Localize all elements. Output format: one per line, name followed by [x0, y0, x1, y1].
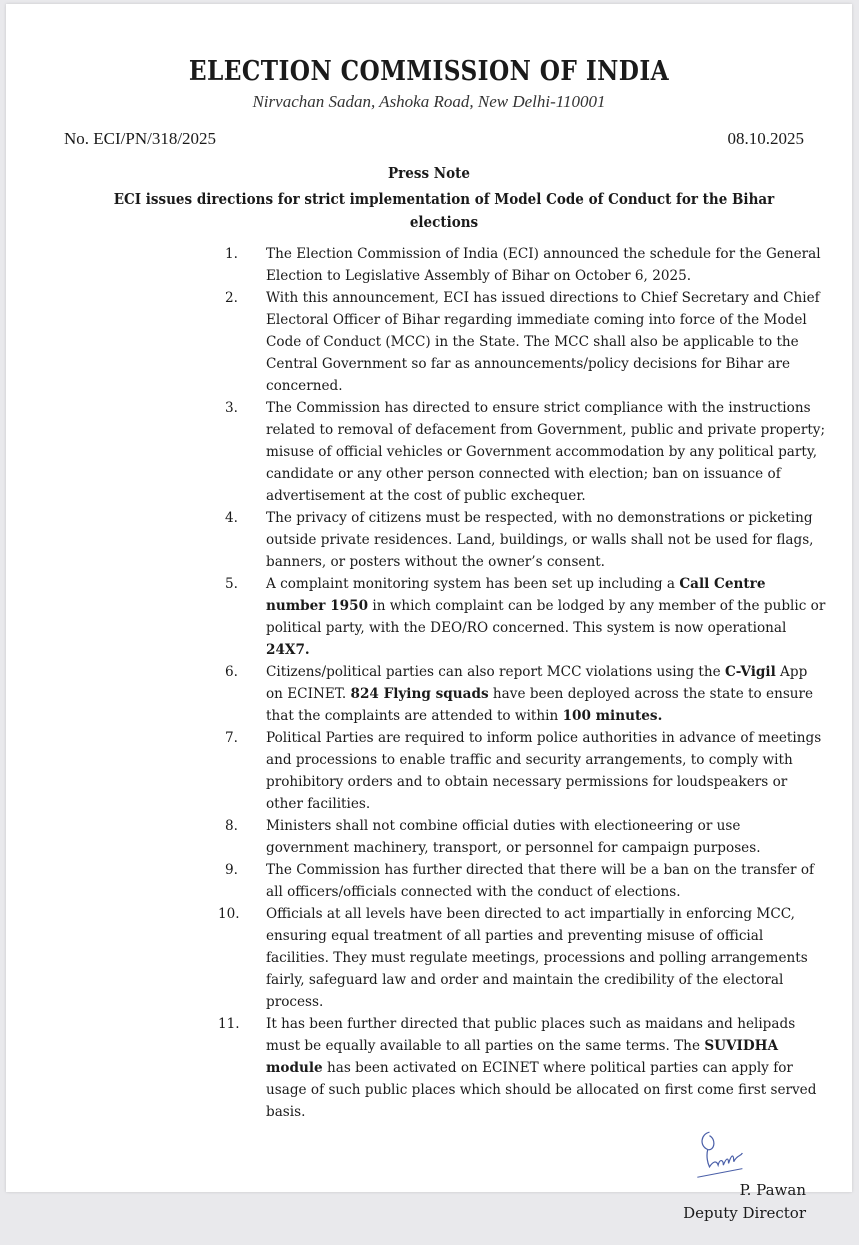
list-item — [225, 573, 826, 661]
signature-image — [692, 1127, 772, 1179]
list-item — [225, 661, 826, 727]
press-note-label: Press Note — [388, 164, 470, 182]
item-text — [242, 661, 826, 727]
emphasized-text: 824 Flying squads — [350, 686, 489, 702]
document-date: 08.10.2025 — [727, 129, 804, 148]
item-text — [242, 507, 826, 573]
text-segment: Ministers shall not combine official duties with electioneering or use government machinery, transport, or personnel for campaign purposes. — [266, 818, 761, 856]
item-number: 8. — [225, 818, 238, 834]
emphasized-text: C-Vigil — [724, 664, 776, 680]
emphasized-text: 100 minutes. — [562, 708, 663, 724]
text-segment: The privacy of citizens must be respected, with no demonstrations or picketing outside private residences. Land, buildings, or walls shall not be used for flags, banners, or posters without the owner’s consent. — [266, 510, 814, 570]
document-body — [6, 243, 852, 1245]
list-item — [225, 287, 826, 397]
item-number: 6. — [225, 664, 238, 680]
text-segment: A complaint monitoring system has been set up including a — [266, 576, 680, 592]
emphasized-text: Call Centre number 1950 — [266, 576, 766, 614]
text-segment: It has been further directed that public places such as maidans and helipads must be equally available to all parties on the same terms. The — [266, 1016, 796, 1054]
item-number: 10. — [218, 906, 240, 922]
text-segment: have been deployed across the state to ensure that the complaints are attended to within — [266, 686, 814, 724]
item-text — [242, 727, 826, 815]
item-text — [242, 815, 826, 859]
list-item — [225, 397, 826, 507]
list-item — [218, 1013, 826, 1123]
item-text — [242, 903, 826, 1013]
emphasized-text: SUVIDHA module — [266, 1038, 779, 1076]
text-segment: Officials at all levels have been directed to act impartially in enforcing MCC, ensuring equal treatment of all parties and preventing misuse of official facilities. They must regulate meetings, processions and polling arrangements fairly, safeguard law and order and maintain the credibility of the electoral process. — [266, 906, 808, 1010]
list-item — [225, 507, 826, 573]
list-item — [218, 903, 826, 1013]
item-text — [242, 243, 826, 287]
organization-address: Nirvachan Sadan, Ashoka Road, New Delhi-110001 — [252, 92, 606, 111]
item-number: 5. — [225, 576, 238, 592]
list-item — [225, 859, 826, 903]
text-segment: The Commission has directed to ensure strict compliance with the instructions related to removal of defacement from Government, public and private property; misuse of official vehicles or Government accommodation by any political party, candidate or any other person connected with election; ban on issuance of advertisement at the cost of public exchequer. — [266, 400, 826, 504]
signatory-designation: Deputy Director — [683, 1204, 806, 1222]
text-segment: has been activated on ECINET where political parties can apply for usage of such public places which should be allocated on first come first served basis. — [266, 1060, 817, 1120]
item-number: 9. — [225, 862, 238, 878]
text-segment: App on ECINET. — [266, 664, 808, 702]
text-segment: With this announcement, ECI has issued directions to Chief Secretary and Chief Electoral Officer of Bihar regarding immediate coming into force of the Model Code of Conduct (MCC) in the State. The MCC shall also be applicable to the Central Government so far as announcements/policy decisions for Bihar are concerned. — [266, 290, 820, 394]
reference-number: No. ECI/PN/318/2025 — [64, 129, 217, 148]
text-segment: Citizens/political parties can also report MCC violations using the — [266, 664, 725, 680]
press-note-page — [6, 4, 852, 1222]
item-number: 11. — [218, 1016, 240, 1032]
signatory-name: P. Pawan — [739, 1181, 806, 1199]
text-segment: The Commission has further directed that there will be a ban on the transfer of all officers/officials connected with the conduct of elections. — [266, 862, 815, 900]
item-text — [242, 397, 826, 507]
item-text — [242, 573, 826, 661]
directions-list — [6, 243, 852, 1123]
emphasized-text: 24X7. — [266, 642, 310, 658]
item-text — [242, 1013, 826, 1123]
item-number: 4. — [225, 510, 238, 526]
organization-title: ELECTION COMMISSION OF INDIA — [188, 56, 670, 87]
text-segment: The Election Commission of India (ECI) announced the schedule for the General Election to Legislative Assembly of Bihar on October 6, 2025. — [266, 246, 821, 284]
item-text — [242, 859, 826, 903]
press-note-headline: ECI issues directions for strict implementation of Model Code of Conduct for the Bihar elections — [113, 190, 775, 231]
list-item — [225, 243, 826, 287]
item-number: 2. — [225, 290, 238, 306]
item-text — [242, 287, 826, 397]
signature-block — [6, 1127, 806, 1245]
text-segment: Political Parties are required to inform police authorities in advance of meetings and processions to enable traffic and security arrangements, to comply with prohibitory orders and to obtain necessary permissions for loudspeakers or other facilities. — [266, 730, 822, 812]
list-item — [225, 815, 826, 859]
item-number: 3. — [225, 400, 238, 416]
list-item — [225, 727, 826, 815]
item-number: 7. — [225, 730, 238, 746]
item-number: 1. — [225, 246, 238, 262]
text-segment: in which complaint can be lodged by any member of the public or political party, with the DEO/RO concerned. This system is now operational — [266, 598, 826, 636]
